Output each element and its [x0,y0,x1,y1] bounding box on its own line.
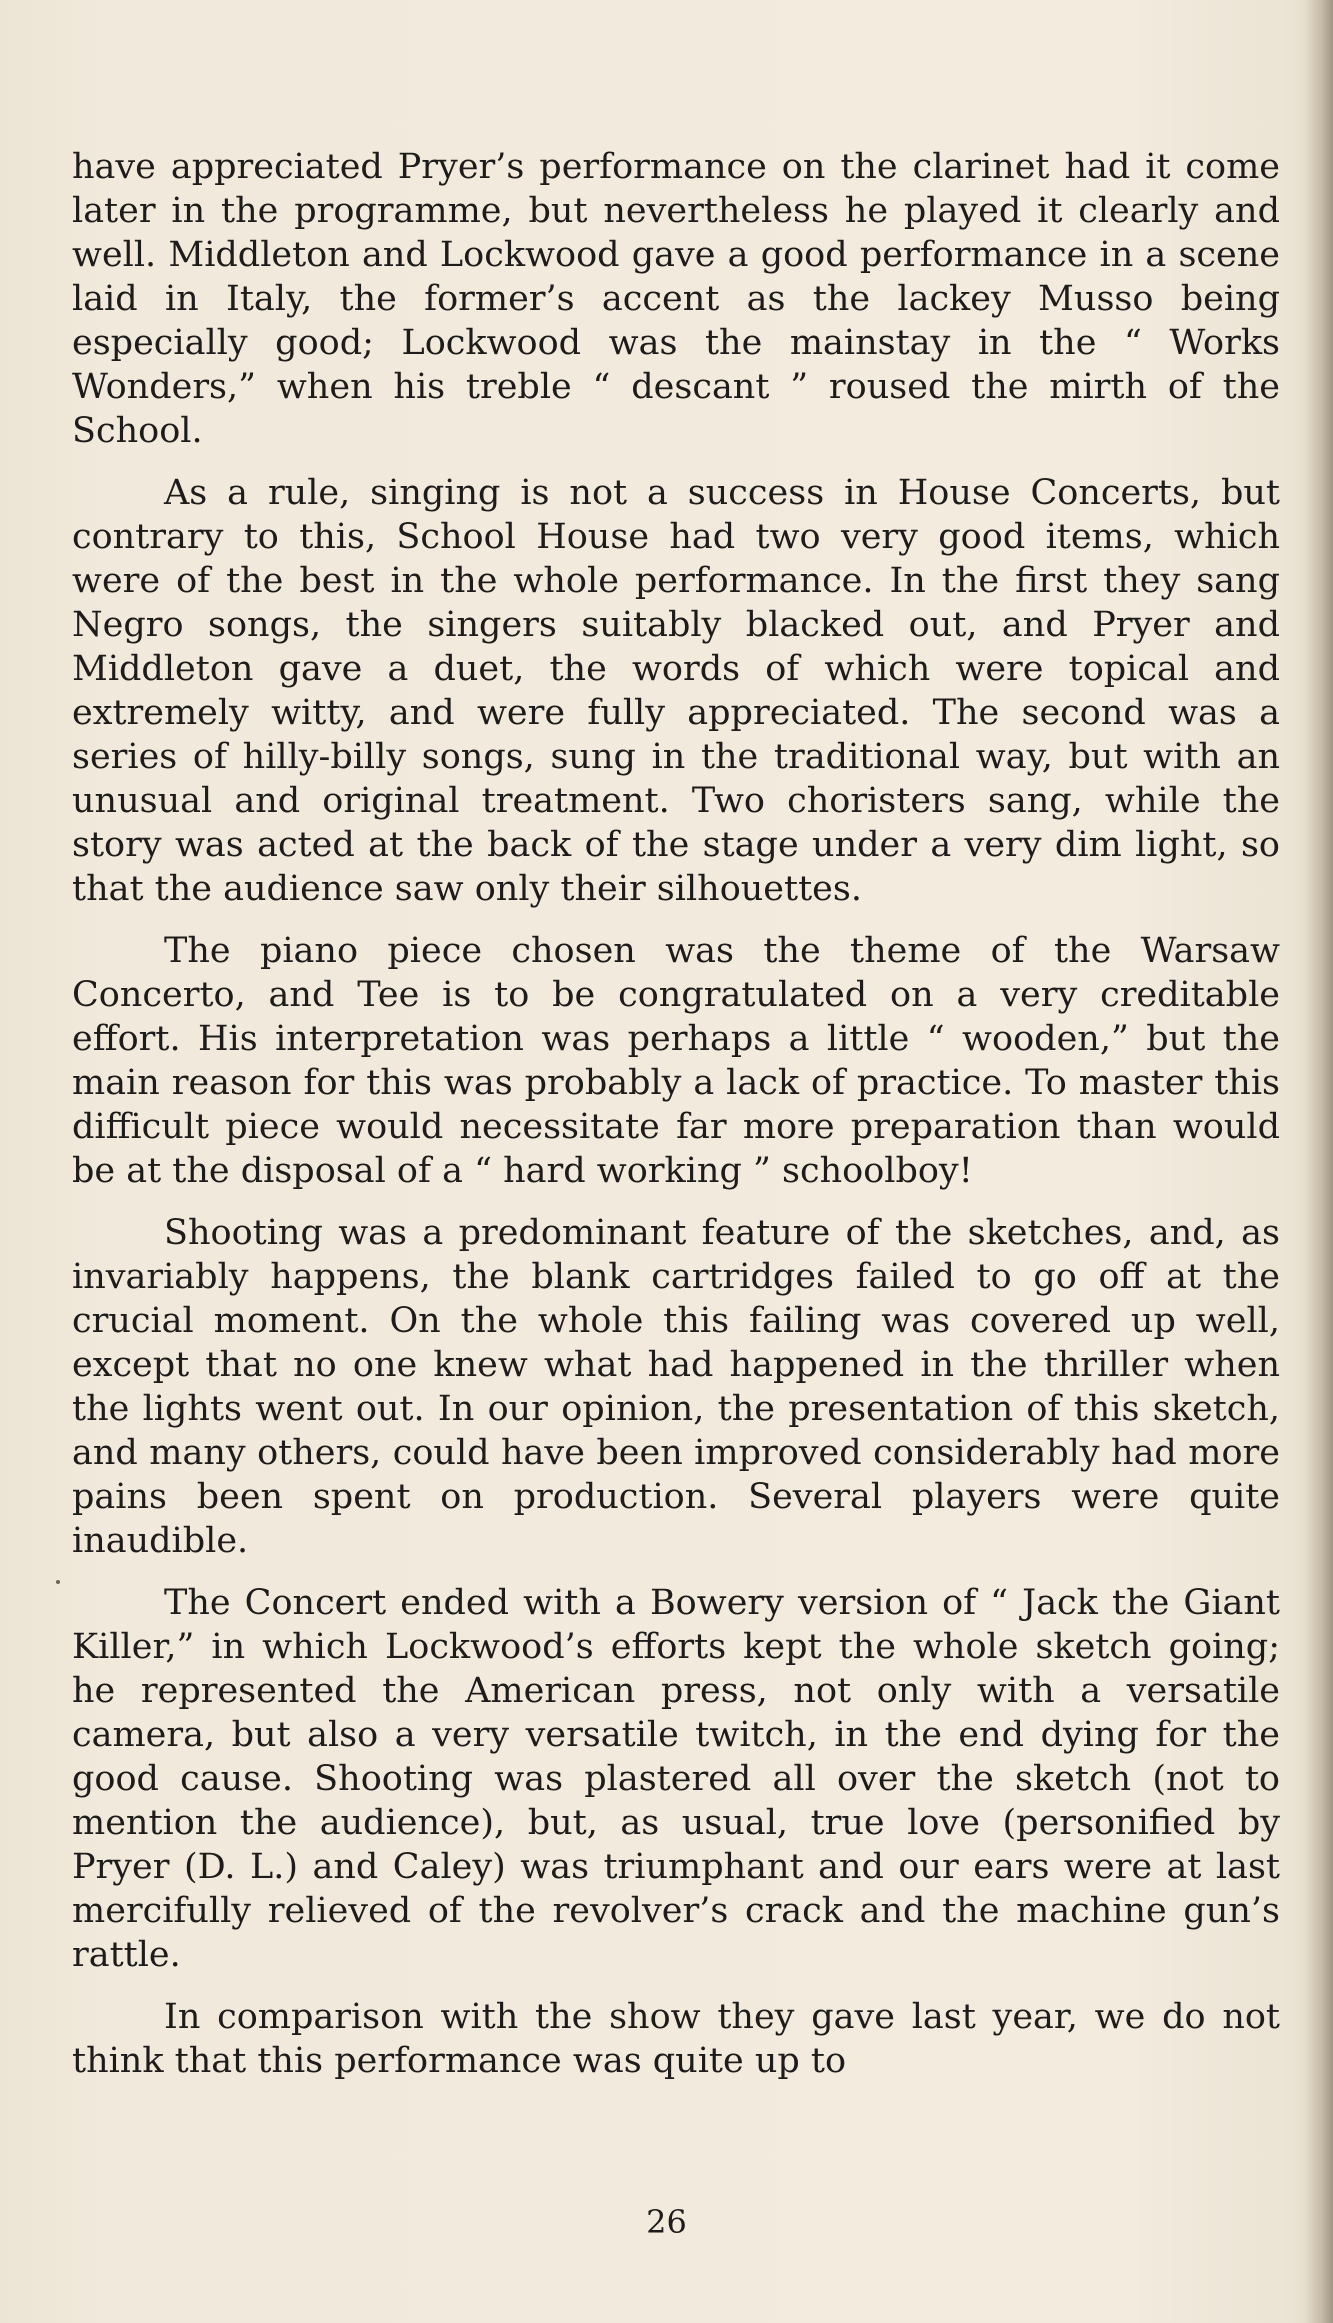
paragraph-5: The Concert ended with a Bowery version of “ Jack the Giant Killer,” in which Lockwood’s efforts kept the whole sketch going; he represented the American press, not only with a versatile camera, but also a very versatile twitch, in the end dying for the good cause. Shooting was plastered all over the sketch (not to mention the audience), but, as usual, true love (personified by Pryer (D. L.) and Caley) was triumphant and our ears were at last mercifully relieved of the revolver’s crack and the machine gun’s rattle. [72,1583,1280,1975]
margin-mark [56,1580,60,1584]
page-body [72,145,1280,2101]
paragraph-6: In comparison with the show they gave last year, we do not think that this performance was quite up to [72,1997,1280,2081]
paragraph-2: As a rule, singing is not a success in House Concerts, but contrary to this, School House had two very good items, which were of the best in the whole performance. In the first they sang Negro songs, the singers suitably blacked out, and Pryer and Middleton gave a duet, the words of which were topical and extremely witty, and were fully appreciated. The second was a series of hilly-billy songs, sung in the traditional way, but with an unusual and original treatment. Two choristers sang, while the story was acted at the back of the stage under a very dim light, so that the audience saw only their silhouettes. [72,473,1280,909]
paragraph-3: The piano piece chosen was the theme of the Warsaw Concerto, and Tee is to be congratulated on a very creditable effort. His interpretation was perhaps a little “ wooden,” but the main reason for this was probably a lack of practice. To master this difficult piece would necessitate far more preparation than would be at the disposal of a “ hard working ” schoolboy! [72,931,1280,1191]
page-number: 26 [646,2203,687,2241]
paragraph-1: have appreciated Pryer’s performance on the clarinet had it come later in the programme, but nevertheless he played it clearly and well. Middleton and Lockwood gave a good performance in a scene laid in Italy, the former’s accent as the lackey Musso being especially good; Lockwood was the mainstay in the “ Works Wonders,” when his treble “ descant ” roused the mirth of the School. [72,147,1280,451]
binding-shadow [1305,0,1333,2323]
paragraph-4: Shooting was a predominant feature of the sketches, and, as invariably happens, the blank cartridges failed to go off at the crucial moment. On the whole this failing was covered up well, except that no one knew what had happened in the thriller when the lights went out. In our opinion, the presentation of this sketch, and many others, could have been improved considerably had more pains been spent on production. Several players were quite inaudible. [72,1213,1280,1561]
